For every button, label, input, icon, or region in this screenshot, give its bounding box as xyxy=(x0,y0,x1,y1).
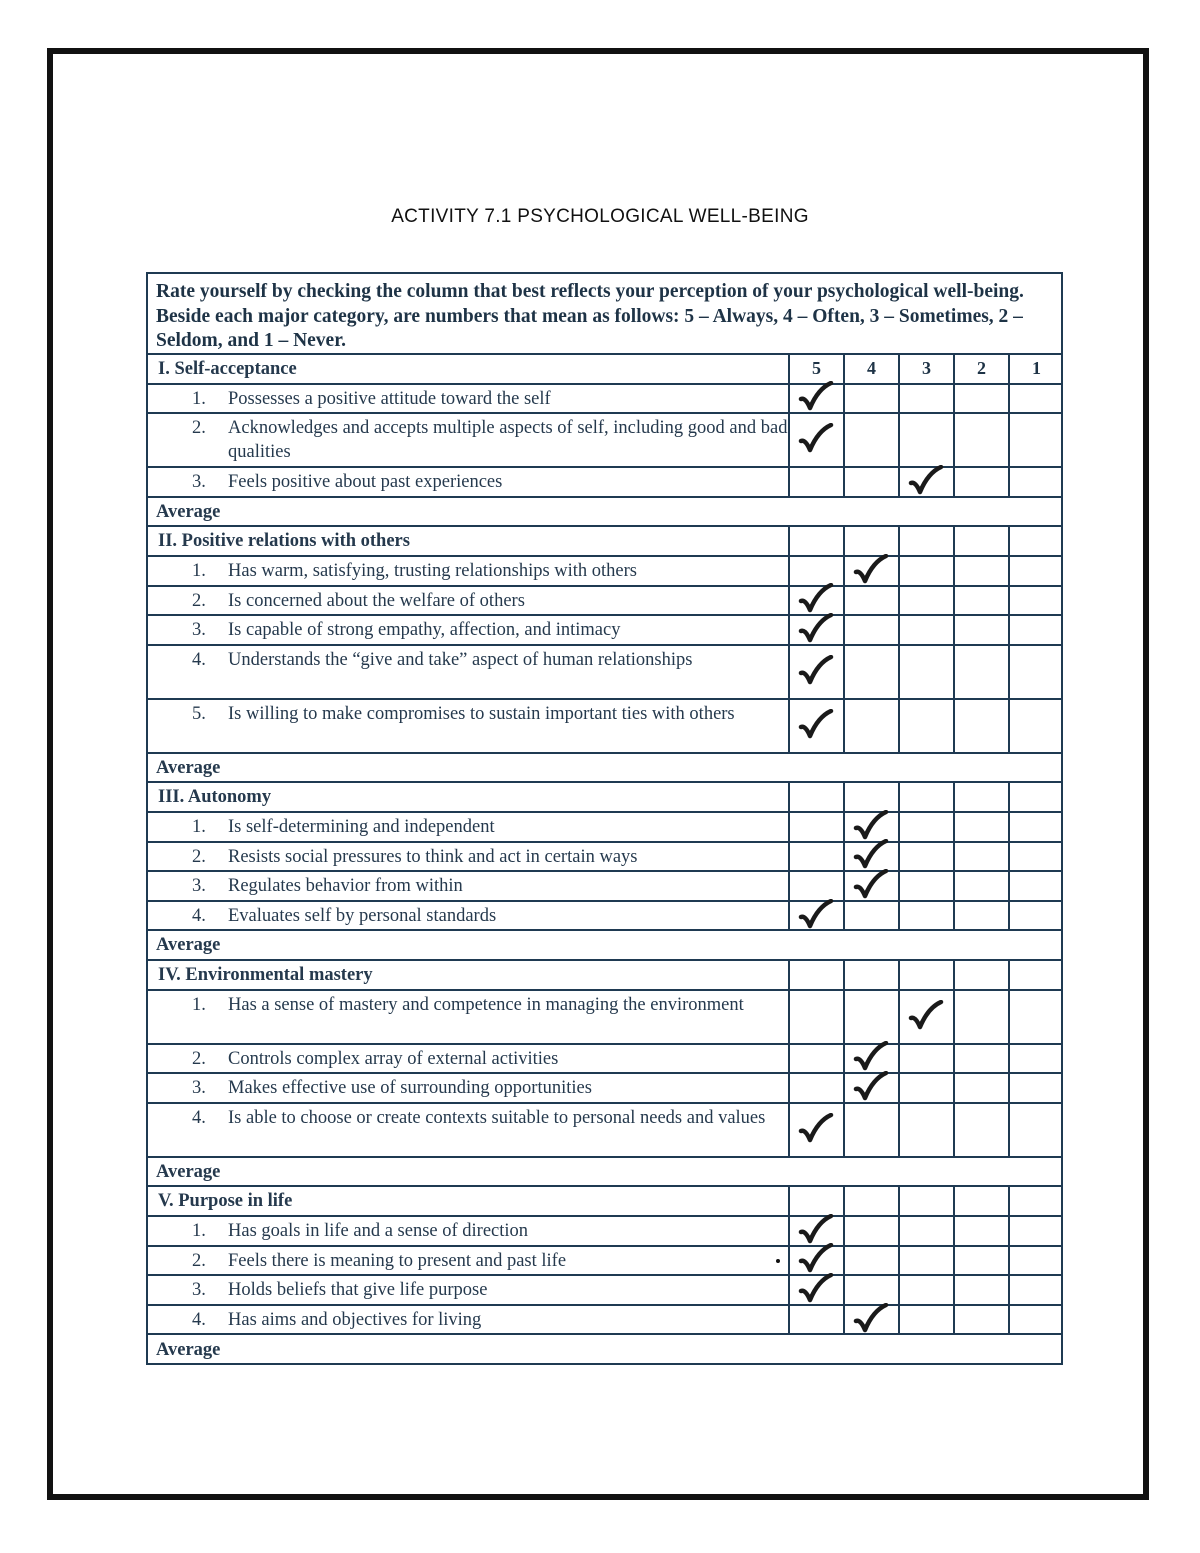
item-label xyxy=(148,1306,788,1334)
item-label xyxy=(148,385,788,413)
rating-cell-4[interactable] xyxy=(843,991,898,1043)
section-heading: II. Positive relations with others xyxy=(158,531,410,552)
item-row xyxy=(148,1074,1061,1104)
rating-cell-2[interactable] xyxy=(953,872,1008,900)
rating-cell-5[interactable] xyxy=(788,1074,843,1102)
checkmark-icon xyxy=(798,655,834,687)
rating-cell-5[interactable] xyxy=(788,783,843,811)
scale-header-4: 4 xyxy=(843,355,898,383)
rating-cell-2[interactable] xyxy=(953,587,1008,615)
rating-cell-1[interactable] xyxy=(1008,646,1063,698)
rating-cell-2[interactable] xyxy=(953,1104,1008,1156)
rating-cell-2[interactable] xyxy=(953,1276,1008,1304)
rating-cell-5[interactable] xyxy=(788,527,843,555)
rating-cells xyxy=(788,1074,1063,1102)
item-label xyxy=(148,1045,788,1073)
item-text: Has goals in life and a sense of direction xyxy=(228,1221,529,1241)
item-label xyxy=(148,1074,788,1102)
item-row xyxy=(148,991,1061,1045)
item-text: Controls complex array of external activities xyxy=(228,1048,559,1069)
item-row xyxy=(148,1276,1061,1306)
rating-cell-1[interactable] xyxy=(1008,961,1063,989)
item-label xyxy=(148,872,788,900)
item-text: Regulates behavior from within xyxy=(228,876,463,897)
rating-cell-2[interactable] xyxy=(953,961,1008,989)
item-row xyxy=(148,902,1061,932)
item-row xyxy=(148,1306,1061,1336)
rating-cells xyxy=(788,587,1063,615)
item-row xyxy=(148,843,1061,873)
item-number: 1. xyxy=(192,561,206,581)
average-row xyxy=(148,754,1061,784)
item-number: 3. xyxy=(192,1078,206,1099)
section-header-row xyxy=(148,961,1061,991)
item-label xyxy=(148,813,788,841)
checkmark-icon xyxy=(853,1071,889,1103)
rating-cell-3[interactable] xyxy=(898,557,953,585)
checkmark-icon xyxy=(853,869,889,901)
item-label xyxy=(148,902,788,930)
rating-cell-4[interactable] xyxy=(843,385,898,413)
item-text: Evaluates self by personal standards xyxy=(228,905,497,926)
rating-cell-1[interactable] xyxy=(1008,1247,1063,1275)
item-number: 3. xyxy=(192,472,206,493)
rating-cells xyxy=(788,961,1063,989)
rating-cells xyxy=(788,355,1063,383)
rating-cells xyxy=(788,843,1063,871)
item-number: 1. xyxy=(192,994,206,1015)
checkmark-icon xyxy=(798,1113,834,1145)
item-number: 2. xyxy=(192,1048,206,1069)
item-text: Possesses a positive attitude toward the self xyxy=(228,388,551,409)
item-row xyxy=(148,1045,1061,1075)
rating-cells xyxy=(788,1247,1063,1275)
rating-cell-3[interactable] xyxy=(898,1247,953,1275)
rating-cell-5[interactable] xyxy=(788,468,843,496)
rating-cell-5[interactable] xyxy=(788,813,843,841)
average-label: Average xyxy=(156,1340,221,1361)
rating-cell-4[interactable] xyxy=(843,1187,898,1215)
page-title: ACTIVITY 7.1 PSYCHOLOGICAL WELL-BEING xyxy=(391,206,809,227)
rating-cells xyxy=(788,385,1063,413)
section-heading: IV. Environmental mastery xyxy=(158,964,373,985)
rating-cell-3[interactable] xyxy=(898,813,953,841)
item-number: 5. xyxy=(192,703,206,724)
rating-cell-1[interactable] xyxy=(1008,468,1063,496)
rating-cell-4[interactable] xyxy=(843,1247,898,1275)
item-number: 2. xyxy=(192,846,206,867)
rating-cell-5[interactable] xyxy=(788,1187,843,1215)
rating-cells xyxy=(788,646,1063,698)
rating-cells xyxy=(788,813,1063,841)
rating-cell-5[interactable] xyxy=(788,991,843,1043)
rating-cell-3[interactable] xyxy=(898,646,953,698)
rating-cell-1[interactable] xyxy=(1008,843,1063,871)
rating-cell-4[interactable] xyxy=(843,646,898,698)
rating-cell-4[interactable] xyxy=(843,961,898,989)
item-label xyxy=(148,587,788,615)
rating-cell-1[interactable] xyxy=(1008,587,1063,615)
rating-cell-3[interactable] xyxy=(898,902,953,930)
item-number: 4. xyxy=(192,649,206,670)
rating-cell-2[interactable] xyxy=(953,1217,1008,1245)
section-heading: V. Purpose in life xyxy=(158,1191,293,1212)
rating-cell-3[interactable] xyxy=(898,843,953,871)
checkmark-icon xyxy=(853,1041,889,1073)
item-text: Has aims and objectives for living xyxy=(228,1309,482,1330)
item-text: Has warm, satisfying, trusting relationships with others xyxy=(228,561,638,581)
item-row xyxy=(148,700,1061,754)
rating-cells xyxy=(788,414,1063,466)
average-row xyxy=(148,498,1061,528)
item-label xyxy=(148,616,788,644)
item-text: Understands the “give and take” aspect of human relationships xyxy=(228,649,693,670)
rating-cell-3[interactable] xyxy=(898,527,953,555)
item-label xyxy=(148,557,788,585)
rating-cell-3[interactable] xyxy=(898,1104,953,1156)
item-text: Is willing to make compromises to sustain important ties with others xyxy=(228,703,735,724)
section-header-row xyxy=(148,783,1061,813)
rating-cell-5[interactable] xyxy=(788,843,843,871)
item-row xyxy=(148,385,1061,415)
section-heading: III. Autonomy xyxy=(158,787,272,808)
rating-cell-2[interactable] xyxy=(953,414,1008,466)
rating-cell-3[interactable] xyxy=(898,385,953,413)
rating-cell-2[interactable] xyxy=(953,1074,1008,1102)
rating-cell-5[interactable] xyxy=(788,557,843,585)
rating-cell-4[interactable] xyxy=(843,587,898,615)
rating-cells xyxy=(788,872,1063,900)
rating-cell-4[interactable] xyxy=(843,1104,898,1156)
item-row xyxy=(148,1104,1061,1158)
item-number: 3. xyxy=(192,876,206,897)
item-label xyxy=(148,646,788,698)
scale-header-2: 2 xyxy=(953,355,1008,383)
rating-cells xyxy=(788,1217,1063,1245)
item-label xyxy=(148,843,788,871)
checkmark-icon xyxy=(798,1243,834,1275)
rating-cell-1[interactable] xyxy=(1008,385,1063,413)
average-row xyxy=(148,1335,1061,1365)
rating-cell-2[interactable] xyxy=(953,616,1008,644)
item-number: 2. xyxy=(192,590,206,611)
rating-cell-1[interactable] xyxy=(1008,557,1063,585)
rating-cell-4[interactable] xyxy=(843,902,898,930)
item-label xyxy=(148,1247,788,1275)
stray-dot xyxy=(776,1259,780,1263)
rating-cell-2[interactable] xyxy=(953,991,1008,1043)
rating-cells xyxy=(788,557,1063,585)
rating-cell-2[interactable] xyxy=(953,813,1008,841)
rating-cells xyxy=(788,1104,1063,1156)
checkmark-icon xyxy=(908,465,944,497)
section-header-row xyxy=(148,1187,1061,1217)
rating-cell-2[interactable] xyxy=(953,783,1008,811)
checkmark-icon xyxy=(798,583,834,615)
item-text: Is self-determining and independent xyxy=(228,817,495,837)
rating-cells xyxy=(788,1276,1063,1304)
item-row xyxy=(148,1247,1061,1277)
item-text: Feels positive about past experiences xyxy=(228,472,503,493)
rating-cell-2[interactable] xyxy=(953,902,1008,930)
rating-cell-4[interactable] xyxy=(843,414,898,466)
item-number: 3. xyxy=(192,1280,206,1301)
item-number: 1. xyxy=(192,1221,206,1241)
rating-cells xyxy=(788,527,1063,555)
rating-cell-1[interactable] xyxy=(1008,902,1063,930)
item-number: 1. xyxy=(192,388,206,409)
rating-cell-1[interactable] xyxy=(1008,1276,1063,1304)
rating-cell-3[interactable] xyxy=(898,1045,953,1073)
rating-cell-1[interactable] xyxy=(1008,991,1063,1043)
item-text: Holds beliefs that give life purpose xyxy=(228,1280,488,1301)
item-row xyxy=(148,646,1061,700)
item-number: 3. xyxy=(192,620,206,641)
rating-cell-3[interactable] xyxy=(898,700,953,752)
rating-cells xyxy=(788,902,1063,930)
rating-cell-5[interactable] xyxy=(788,961,843,989)
rating-cell-4[interactable] xyxy=(843,1217,898,1245)
average-label: Average xyxy=(156,1161,221,1182)
checkmark-icon xyxy=(798,613,834,645)
section-header-row xyxy=(148,355,1061,385)
average-label: Average xyxy=(156,501,221,522)
rating-cell-1[interactable] xyxy=(1008,813,1063,841)
checkmark-icon xyxy=(853,1303,889,1335)
checkmark-icon xyxy=(798,381,834,413)
checkmark-icon xyxy=(798,1273,834,1305)
item-row xyxy=(148,414,1061,468)
item-row xyxy=(148,557,1061,587)
rating-cells xyxy=(788,1045,1063,1073)
item-label xyxy=(148,414,788,466)
average-row xyxy=(148,1158,1061,1188)
rating-cells xyxy=(788,468,1063,496)
rating-cell-3[interactable] xyxy=(898,961,953,989)
rating-cell-2[interactable] xyxy=(953,700,1008,752)
rating-cells xyxy=(788,1306,1063,1334)
item-number: 4. xyxy=(192,905,206,926)
average-label: Average xyxy=(156,757,221,778)
rating-cell-2[interactable] xyxy=(953,1247,1008,1275)
rating-cells xyxy=(788,991,1063,1043)
average-row xyxy=(148,931,1061,961)
rating-cell-5[interactable] xyxy=(788,1306,843,1334)
rating-cell-4[interactable] xyxy=(843,527,898,555)
item-text: Is able to choose or create contexts suitable to personal needs and values xyxy=(228,1107,766,1128)
item-row xyxy=(148,616,1061,646)
rating-cell-3[interactable] xyxy=(898,1276,953,1304)
checkmark-icon xyxy=(798,899,834,931)
rating-cell-4[interactable] xyxy=(843,468,898,496)
rating-cell-3[interactable] xyxy=(898,872,953,900)
item-label xyxy=(148,1276,788,1304)
item-label xyxy=(148,1104,788,1156)
item-number: 2. xyxy=(192,418,206,439)
instructions: Rate yourself by checking the column that best reflects your perception of your psychological well-being. Beside each major category, are numbers that mean as follows: 5 – Always, 4 – Often, 3 – Sometimes, 2 – Seldom, and 1 – Never. xyxy=(148,274,1061,355)
rating-cell-3[interactable] xyxy=(898,1306,953,1334)
item-text: Has a sense of mastery and competence in managing the environment xyxy=(228,994,744,1015)
checkmark-icon xyxy=(798,423,834,455)
rating-cell-4[interactable] xyxy=(843,616,898,644)
rating-cell-5[interactable] xyxy=(788,872,843,900)
item-label xyxy=(148,1217,788,1245)
rating-cells xyxy=(788,616,1063,644)
rating-cell-1[interactable] xyxy=(1008,1045,1063,1073)
item-text: Is capable of strong empathy, affection, and intimacy xyxy=(228,620,621,641)
item-label xyxy=(148,700,788,752)
rating-cells xyxy=(788,700,1063,752)
rating-cell-2[interactable] xyxy=(953,557,1008,585)
rating-cell-4[interactable] xyxy=(843,700,898,752)
rating-cell-1[interactable] xyxy=(1008,1217,1063,1245)
item-number: 4. xyxy=(192,1309,206,1330)
item-row xyxy=(148,587,1061,617)
item-row xyxy=(148,1217,1061,1247)
checkmark-icon xyxy=(908,1000,944,1032)
rating-cell-2[interactable] xyxy=(953,1306,1008,1334)
item-row xyxy=(148,872,1061,902)
rating-cell-2[interactable] xyxy=(953,843,1008,871)
item-number: 2. xyxy=(192,1250,206,1271)
rating-cell-1[interactable] xyxy=(1008,414,1063,466)
rating-cell-2[interactable] xyxy=(953,527,1008,555)
rating-cell-3[interactable] xyxy=(898,783,953,811)
checkmark-icon xyxy=(853,839,889,871)
rating-cell-3[interactable] xyxy=(898,616,953,644)
rating-cell-1[interactable] xyxy=(1008,527,1063,555)
item-text: Feels there is meaning to present and past life xyxy=(228,1250,567,1271)
rating-form xyxy=(146,272,1063,1365)
average-label: Average xyxy=(156,935,221,956)
item-label xyxy=(148,468,788,496)
checkmark-icon xyxy=(798,709,834,741)
checkmark-icon xyxy=(853,810,889,842)
rating-cell-2[interactable] xyxy=(953,468,1008,496)
rating-cell-1[interactable] xyxy=(1008,616,1063,644)
rating-cell-1[interactable] xyxy=(1008,783,1063,811)
rating-cell-4[interactable] xyxy=(843,1276,898,1304)
rating-cells xyxy=(788,1187,1063,1215)
item-label xyxy=(148,991,788,1043)
checkmark-icon xyxy=(853,554,889,586)
scale-header-5: 5 xyxy=(788,355,843,383)
rating-cell-3[interactable] xyxy=(898,1187,953,1215)
rating-cells xyxy=(788,783,1063,811)
rating-cell-1[interactable] xyxy=(1008,1187,1063,1215)
rating-cell-3[interactable] xyxy=(898,587,953,615)
rating-cell-2[interactable] xyxy=(953,646,1008,698)
item-text: Acknowledges and accepts multiple aspects of self, including good and bad qualities xyxy=(228,418,788,463)
item-text: Makes effective use of surrounding opportunities xyxy=(228,1078,592,1099)
item-text: Resists social pressures to think and act in certain ways xyxy=(228,846,638,867)
rating-cell-1[interactable] xyxy=(1008,700,1063,752)
rating-cell-3[interactable] xyxy=(898,414,953,466)
section-header-row xyxy=(148,527,1061,557)
rating-cell-2[interactable] xyxy=(953,1187,1008,1215)
item-number: 1. xyxy=(192,817,206,837)
rating-cell-2[interactable] xyxy=(953,385,1008,413)
item-text: Is concerned about the welfare of others xyxy=(228,590,525,611)
item-number: 4. xyxy=(192,1107,206,1128)
rating-cell-1[interactable] xyxy=(1008,872,1063,900)
scale-header-3: 3 xyxy=(898,355,953,383)
scale-header-1: 1 xyxy=(1008,355,1063,383)
rating-cell-2[interactable] xyxy=(953,1045,1008,1073)
item-row xyxy=(148,468,1061,498)
item-row xyxy=(148,813,1061,843)
rating-cell-5[interactable] xyxy=(788,1045,843,1073)
checkmark-icon xyxy=(798,1214,834,1246)
section-heading: I. Self-acceptance xyxy=(158,358,297,379)
rating-cell-1[interactable] xyxy=(1008,1306,1063,1334)
rating-cell-1[interactable] xyxy=(1008,1104,1063,1156)
rating-cell-1[interactable] xyxy=(1008,1074,1063,1102)
rating-cell-4[interactable] xyxy=(843,783,898,811)
rating-cell-3[interactable] xyxy=(898,1074,953,1102)
rating-cell-3[interactable] xyxy=(898,1217,953,1245)
